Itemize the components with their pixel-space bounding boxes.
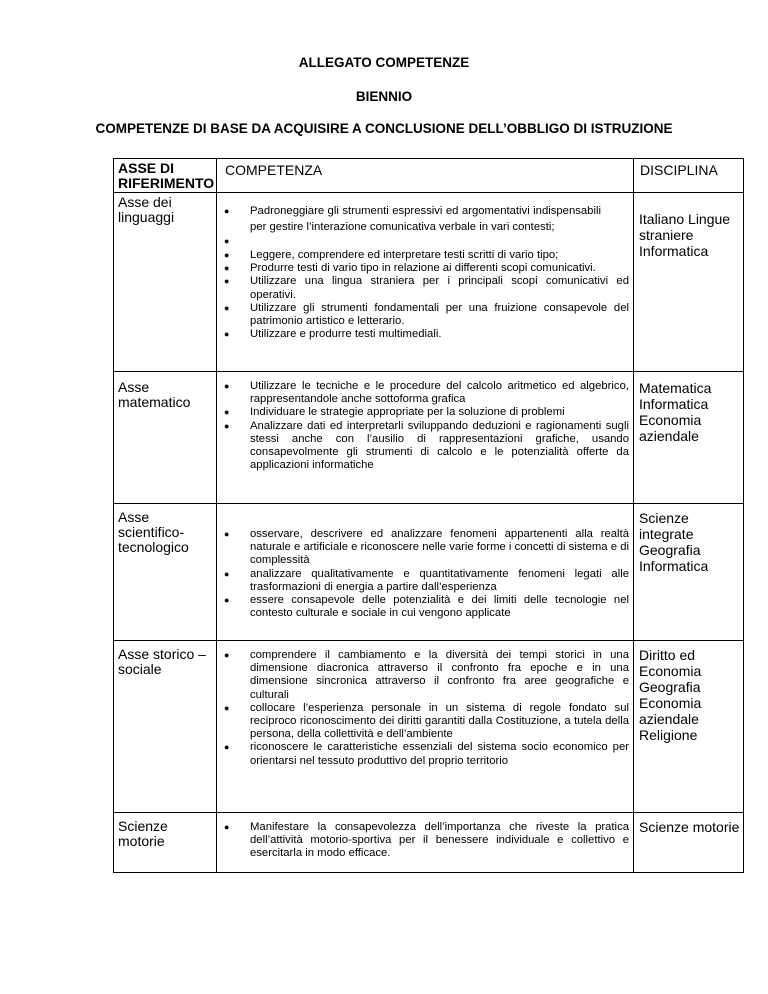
list-item: ● Utilizzare gli strumenti fondamentali per una fruizione consapevole del patrimonio artistico e letterario.	[217, 302, 629, 328]
competence-cell	[217, 372, 634, 504]
competence-cell	[217, 504, 634, 641]
list-item: ● Leggere, comprendere ed interpretare testi scritti di vario tipo;	[217, 249, 629, 262]
doc-title: ALLEGATO COMPETENZE	[298, 55, 470, 70]
list-item: ● Manifestare la consapevolezza dell’importanza che riveste la pratica dell’attività motorio-sportiva per il benessere individuale e collettivo e esercitarla in modo efficace.	[217, 821, 629, 861]
list-item: ● comprendere il cambiamento e la diversità dei tempi storici in una dimensione diacronica attraverso il confronto fra epoche e in una dimensione sincronica attraverso il confronto fra aree geografiche e culturali	[217, 649, 629, 702]
header-discipline: DISCIPLINA	[634, 159, 744, 193]
doc-subtitle: BIENNIO	[355, 89, 413, 104]
table-row	[114, 641, 744, 813]
list-item: ● Utilizzare una lingua straniera per i principali scopi comunicativi ed operativi.	[217, 275, 629, 301]
list-item: ● Utilizzare le tecniche e le procedure del calcolo aritmetico ed algebrico, rappresentandole anche sottoforma grafica	[217, 380, 629, 406]
table-row	[114, 372, 744, 504]
discipline-cell: Diritto ed Economia Geografia Economia aziendale Religione	[634, 641, 744, 813]
doc-section-title: COMPETENZE DI BASE DA ACQUISIRE A CONCLUSIONE DELL’OBBLIGO DI ISTRUZIONE	[95, 121, 673, 136]
list-item: ● osservare, descrivere ed analizzare fenomeni appartenenti alla realtà naturale e artificiale e riconoscere nelle varie forme i concetti di sistema e di complessità	[217, 528, 629, 568]
table-row	[114, 193, 744, 372]
list-item: ● Produrre testi di vario tipo in relazione ai differenti scopi comunicativi.	[217, 262, 629, 275]
table-row	[114, 504, 744, 641]
table-header-row	[114, 159, 744, 193]
list-item: ● Padroneggiare gli strumenti espressivi ed argomentativi indispensabili per gestire l’interazione comunicativa verbale in vari contesti;	[217, 203, 629, 235]
axis-cell: Asse dei linguaggi	[114, 193, 217, 372]
header-competence: COMPETENZA	[217, 159, 634, 193]
discipline-cell: Scienze integrate Geografia Informatica	[634, 504, 744, 641]
competence-cell	[217, 193, 634, 372]
list-item: ● Individuare le strategie appropriate per la soluzione di problemi	[217, 406, 629, 419]
axis-cell: Asse storico – sociale	[114, 641, 217, 813]
competence-cell	[217, 813, 634, 873]
spacer	[217, 235, 629, 249]
axis-cell: Asse matematico	[114, 372, 217, 504]
list-item: ● Utilizzare e produrre testi multimediali.	[217, 328, 629, 341]
axis-cell: Asse scientifico-tecnologico	[114, 504, 217, 641]
competence-cell	[217, 641, 634, 813]
axis-cell: Scienze motorie	[114, 813, 217, 873]
competence-table	[113, 158, 744, 873]
table-row	[114, 813, 744, 873]
list-item: ● essere consapevole delle potenzialità e dei limiti delle tecnologie nel contesto culturale e sociale in cui vengono applicate	[217, 594, 629, 620]
list-item: ● riconoscere le caratteristiche essenziali del sistema socio economico per orientarsi nel tessuto produttivo del proprio territorio	[217, 741, 629, 767]
list-item: ● Analizzare dati ed interpretarli sviluppando deduzioni e ragionamenti sugli stessi anche con l’ausilio di rappresentazioni grafiche, usando consapevolmente gli strumenti di calcolo e le potenzialità offerte da applicazioni informatiche	[217, 420, 629, 473]
list-item: ● analizzare qualitativamente e quantitativamente fenomeni legati alle trasformazioni di energia a partire dall’esperienza	[217, 568, 629, 594]
header-axis: ASSE DI RIFERIMENTO	[114, 159, 217, 193]
discipline-cell: Italiano Lingue straniere Informatica	[634, 193, 744, 372]
discipline-cell: Scienze motorie	[634, 813, 744, 873]
discipline-cell: Matematica Informatica Economia aziendale	[634, 372, 744, 504]
list-item: ● collocare l’esperienza personale in un sistema di regole fondato sul reciproco riconoscimento dei diritti garantiti dalla Costituzione, a tutela della persona, della collettività e dell’ambiente	[217, 702, 629, 742]
